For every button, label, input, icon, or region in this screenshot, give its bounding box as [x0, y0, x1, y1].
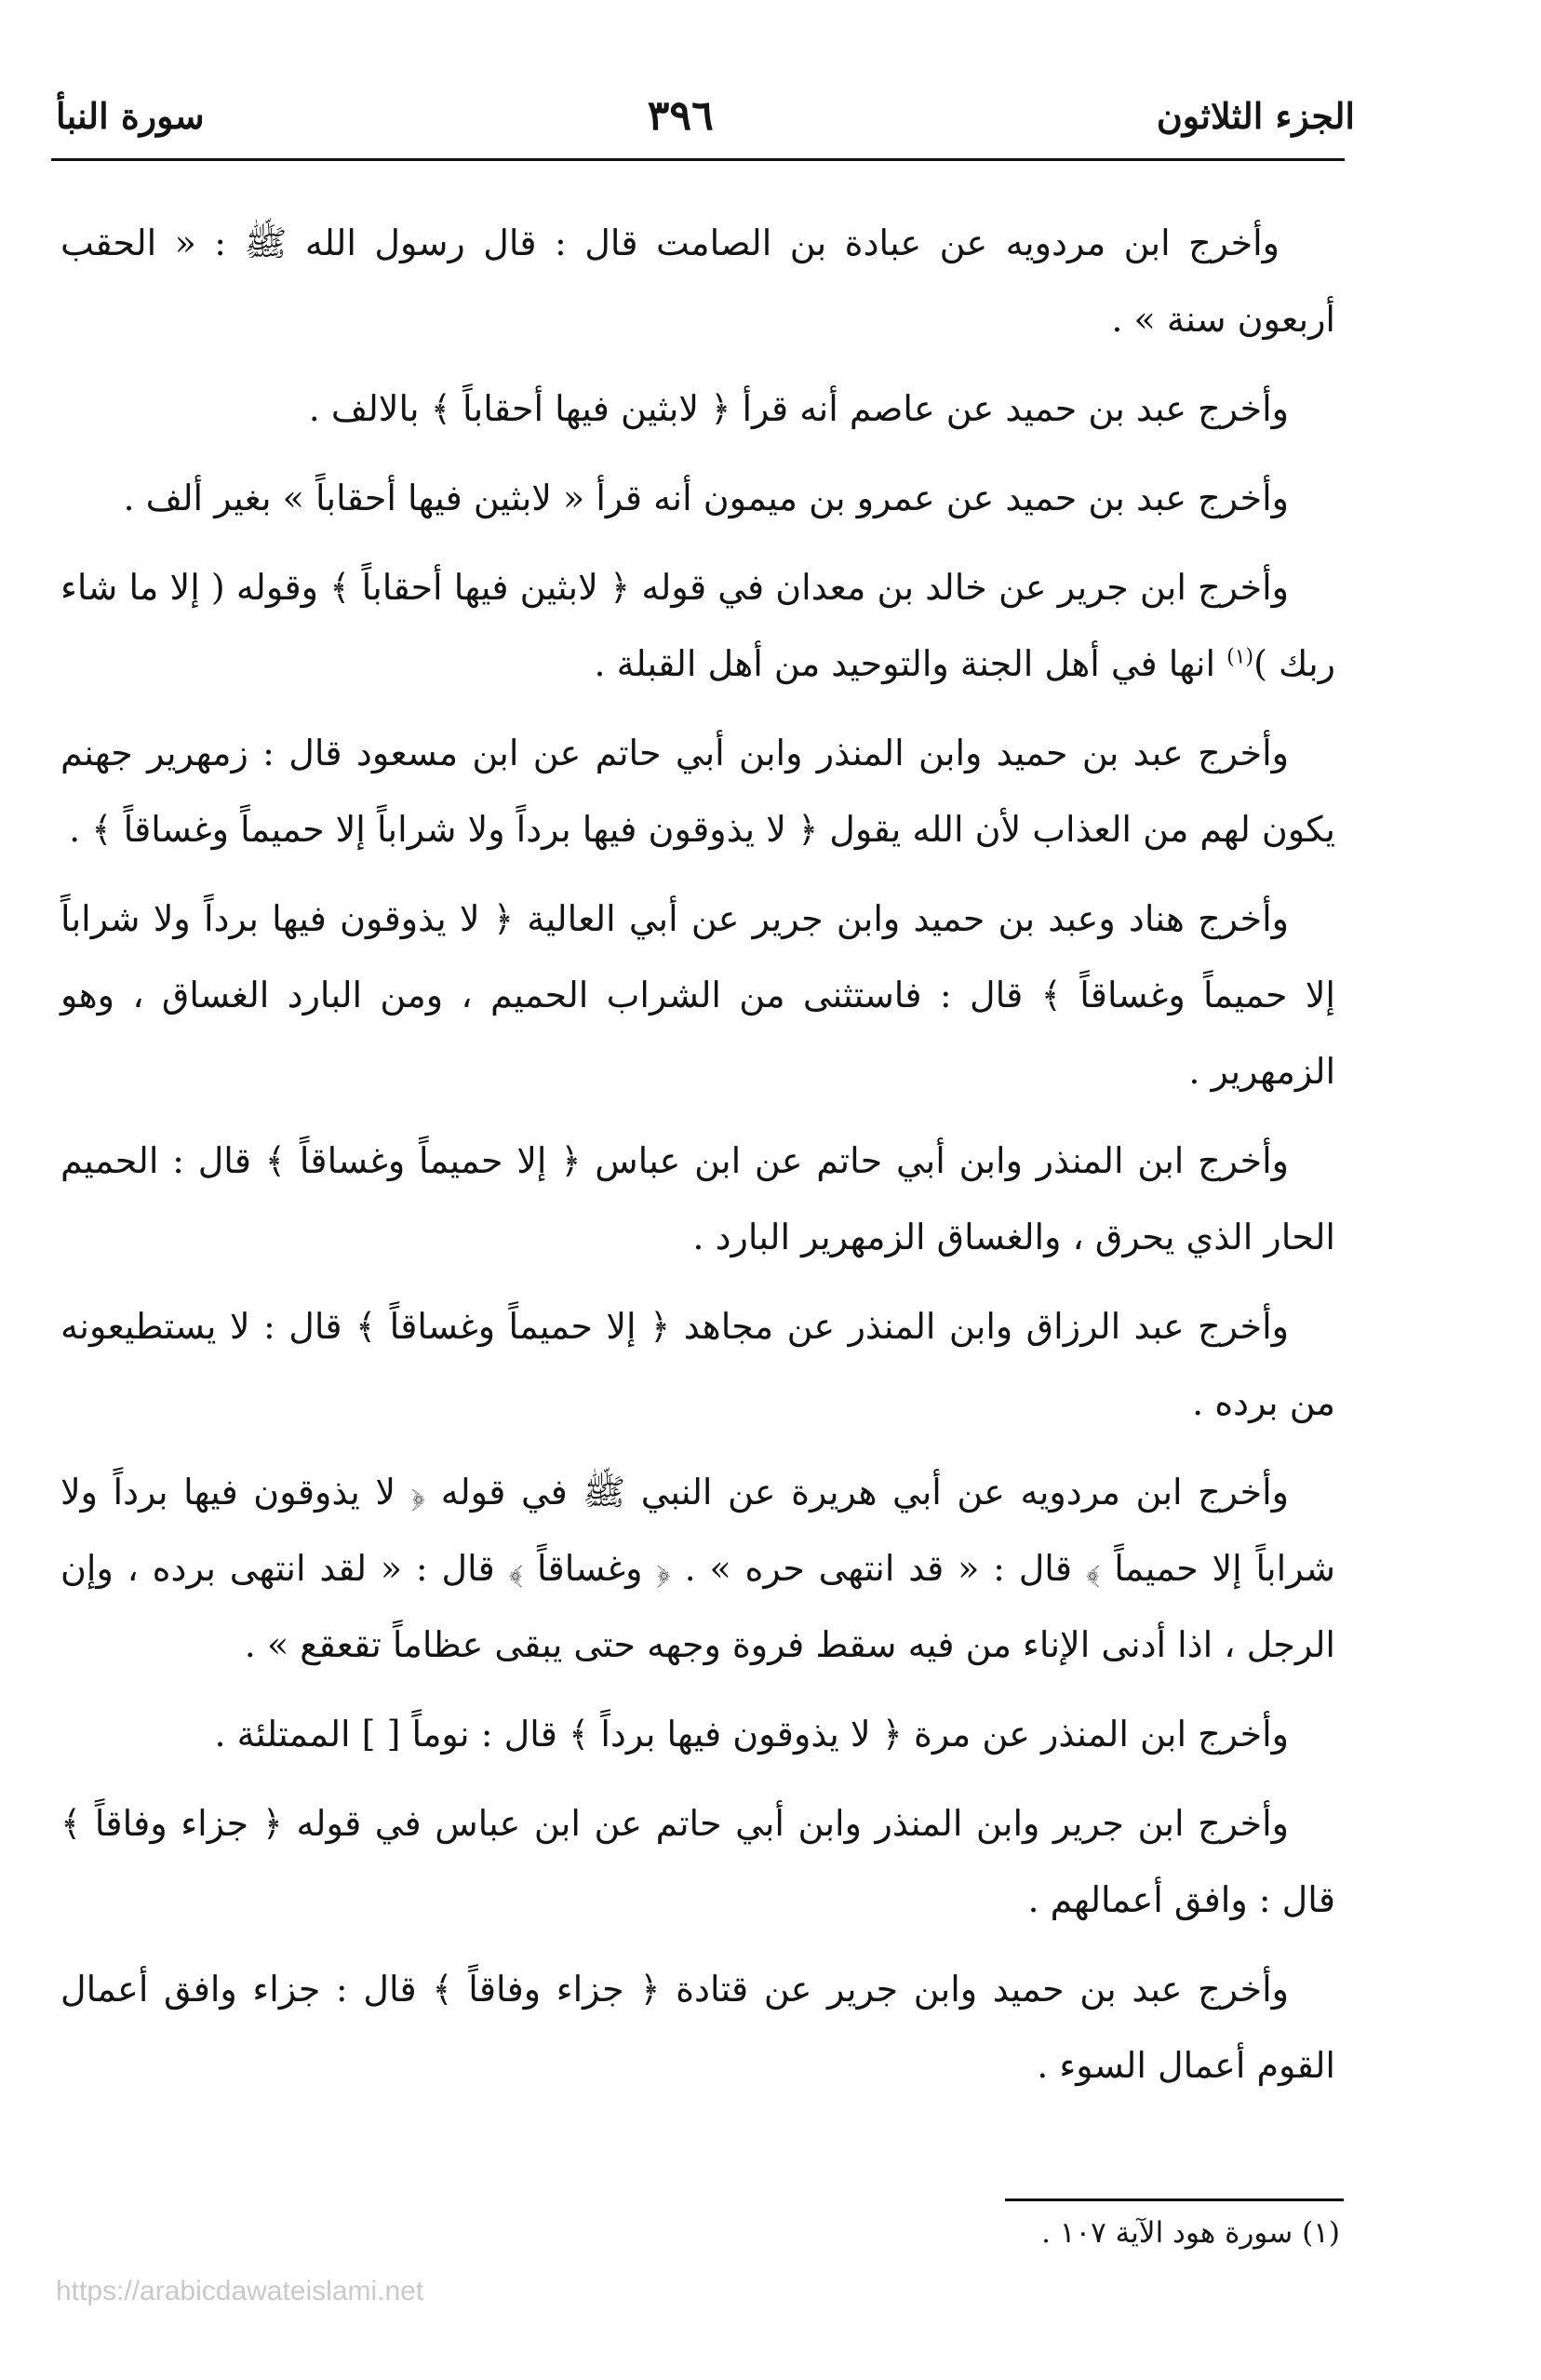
page-header [56, 78, 1355, 153]
paragraph: وأخرج ابن جرير وابن المنذر وابن أبي حاتم عن ابن عباس في قوله ﴿ جزاء وفاقاً ﴾ قال : وافق أعمالهم . [60, 1803, 1335, 1920]
paragraph: وأخرج ابن مردويه عن عبادة بن الصامت قال : قال رسول الله ﷺ : « الحقب أربعون سنة » . [60, 222, 1335, 340]
paragraph: وأخرج عبد بن حميد وابن المنذر وابن أبي حاتم عن ابن مسعود قال : زمهرير جهنم يكون لهم من العذاب لأن الله يقول ﴿ لا يذوقون فيها برداً ولا شراباً إلا حميماً وغساقاً ﴾ . [60, 733, 1335, 850]
page-number: ٣٩٦ [647, 91, 714, 140]
paragraph: وأخرج ابن مردويه عن أبي هريرة عن النبي ﷺ في قوله ﴿ لا يذوقون فيها برداً ولا شراباً إلا حميماً ﴾ قال : « قد انتهى حره » . ﴿ وغساقاً ﴾ قال : « لقد انتهى برده ، وإن الرجل ، اذا أدنى الإناء من فيه سقط فروة وجهه حتى يبقى عظاماً تقعقع » . [60, 1472, 1335, 1665]
paragraph: وأخرج عبد الرزاق وابن المنذر عن مجاهد ﴿ إلا حميماً وغساقاً ﴾ قال : لا يستطيعونه من برده . [60, 1306, 1335, 1423]
footnote: (١) سورة هود الآية ١٠٧ . [1041, 2216, 1340, 2250]
paragraph-with-footnote [60, 549, 1335, 702]
paragraph-text: انها في أهل الجنة والتوحيد من أهل القبلة . [594, 643, 1216, 684]
paragraph: وأخرج ابن المنذر وابن أبي حاتم عن ابن عباس ﴿ إلا حميماً وغساقاً ﴾ قال : الحميم الحار الذي يحرق ، والغساق الزمهرير البارد . [60, 1140, 1335, 1257]
paragraph: وأخرج ابن المنذر عن مرة ﴿ لا يذوقون فيها برداً ﴾ قال : نوماً [ ] الممتلئة . [214, 1714, 1289, 1755]
paragraph: وأخرج عبد بن حميد عن عاصم أنه قرأ ﴿ لابثين فيها أحقاباً ﴾ بالالف . [308, 388, 1289, 429]
watermark-url: https://arabicdawateislami.net [56, 2276, 424, 2306]
paragraph: وأخرج عبد بن حميد وابن جرير عن قتادة ﴿ جزاء وفاقاً ﴾ قال : جزاء وافق أعمال القوم أعمال السوء . [60, 1969, 1335, 2086]
paragraph-text: وأخرج ابن جرير عن خالد بن معدان في قوله ﴿ لابثين فيها أحقاباً ﴾ وقوله ( إلا ما شاء ربك ) [60, 567, 1335, 684]
paragraph: وأخرج عبد بن حميد عن عمرو بن ميمون أنه قرأ « لابثين فيها أحقاباً » بغير ألف . [123, 477, 1289, 518]
juz-title: الجزء الثلاثون [1156, 94, 1355, 137]
footnote-rule [1005, 2198, 1344, 2201]
header-rule [51, 158, 1345, 161]
main-text [60, 205, 1335, 2117]
footnote-ref: (١) [1226, 645, 1254, 669]
surah-title: سورة النبأ [56, 94, 205, 137]
paragraph: وأخرج هناد وعبد بن حميد وابن جرير عن أبي العالية ﴿ لا يذوقون فيها برداً ولا شراباً إلا حميماً وغساقاً ﴾ قال : فاستثنى من الشراب الحميم ، ومن البارد الغساق ، وهو الزمهرير . [60, 898, 1335, 1092]
